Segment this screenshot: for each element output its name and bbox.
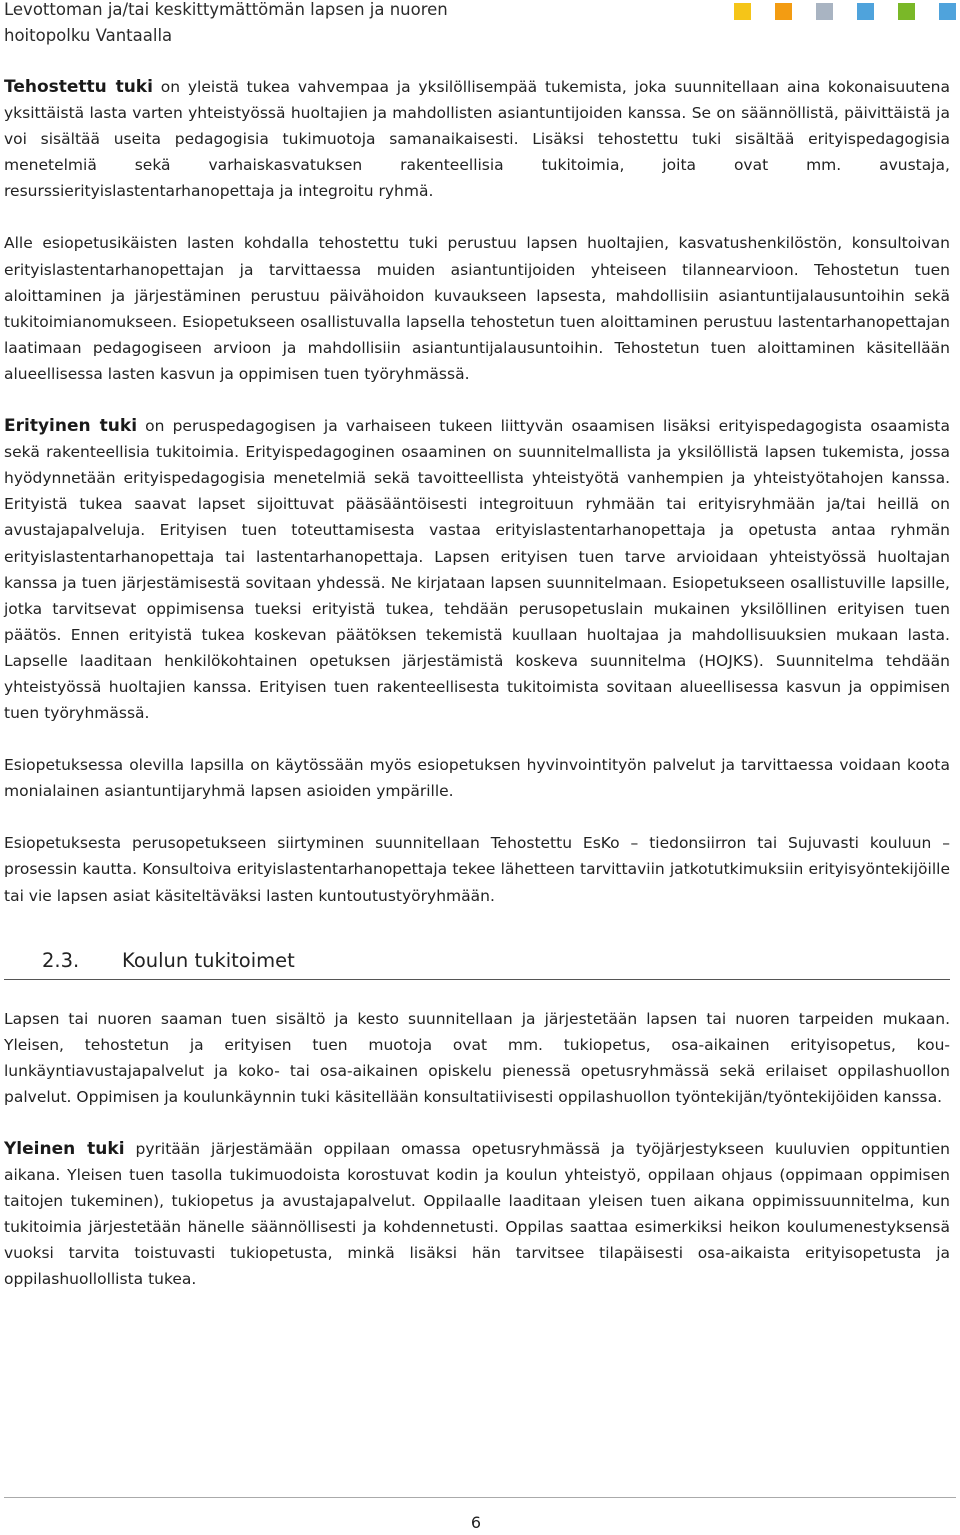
paragraph-tehostettu-tuki bbox=[4, 74, 950, 204]
brand-square bbox=[898, 3, 915, 20]
document-title bbox=[4, 0, 448, 49]
brand-square bbox=[734, 3, 751, 20]
section-heading bbox=[4, 947, 950, 980]
brand-square bbox=[775, 3, 792, 20]
brand-square bbox=[816, 3, 833, 20]
paragraph-yleinen-tuki bbox=[4, 1136, 950, 1293]
paragraph-erityinen-tuki bbox=[4, 413, 950, 726]
page-number bbox=[0, 1513, 960, 1532]
document-title-line2: hoitopolku Vantaalla bbox=[4, 26, 173, 45]
paragraph-text: on peruspedagogisen ja varhaiseen tukeen liittyvän osaamisen lisäksi erityispedagogista osaamista sekä rakenteellisia tukitoimia. Erityispedagoginen osaaminen on suunnitelmallista ja yksilöllistä lapsen tukemista, jossa hyödynnetään erityispedagogisia menetelmiä sekä tavoitteellista yhteistyötä vanhempien ja yhteistyötahojen kanssa. Erityistä tukea saavat lapset sijoittuvat pääsääntöisesti integroituun ryhmään tai erityisryhmään ja/tai heillä on avustajapalveluja. Erityisen tuen toteuttamisesta vastaa erityislastentarhanopettaja ja opetusta antaa ryhmän erityislastentarhanopettaja tai lastentarhanopettaja. Lapsen erityisen tuen tarve arvioidaan yhteistyössä huoltajan kanssa ja tuen järjestämisestä sovitaan yhdessä. Ne kirjataan lapsen suunnitelmaan. Esiopetukseen osallistuville lapsille, jotka tarvitsevat oppimisensa tueksi erityistä tukea, tehdään perusopetuslain mukainen yksilöllinen erityisen tuen päätös. Ennen erityistä tukea koskevan päätöksen tekemistä kuullaan huoltajaa ja mahdollisuuksien mukaan lasta. Lapselle laaditaan henkilökohtainen opetuksen järjestämistä koskeva suunnitelma (HOJKS). Suunnitelma tehdään yhteistyössä huoltajien kanssa. Erityisen tuen rakenteellisesta tukitoimista sovitaan alueellisessa kasvun ja oppimisen tuen työryhmässä. bbox=[4, 417, 951, 723]
paragraph-text: pyritään järjestämään oppilaan omassa opetusryhmässä ja työjärjestykseen kuuluvien oppituntien aikana. Yleisen tuen tasolla tukimuodoista korostuvat kodin ja koulun yhteistyö, oppilaan ohjaus (oppimaan oppimisen taitojen tukeminen), tukiopetus ja avustajapalvelut. Oppilaalle laaditaan yleisen tuen aikana oppimissuunnitelma, kun tukitoimia järjestetään hänelle säännöllisesti ja kohdennetusti. Oppilas saattaa esimerkiksi heikon koulumenestyksensä vuoksi tarvita toistuvasti tukiopetusta, minkä lisäksi hän tarvitsee tilapäisesti osa-aikaista erityisopetusta ja oppilashuollollista tukea. bbox=[4, 1140, 950, 1289]
brand-color-squares bbox=[734, 3, 956, 20]
document-body bbox=[4, 74, 950, 1319]
paragraph-esiopetuksesta: Esiopetuksesta perusopetukseen siirtyminen suunnitellaan Tehostettu EsKo – tiedonsiirron tai Sujuvasti kouluun – prosessin kautta. Konsultoiva erityislastentarhanopettaja tekee lähetteen tarvittaviin jatkotutkimuksiin erityisyöntekijöille tai vie lapsen asiat käsiteltäväksi lasten kuntoutustyöryhmään. bbox=[4, 834, 950, 905]
paragraph-text: on yleistä tukea vahvempaa ja yksilöllisempää tukemista, joka suunnitellaan aina kokonaisuutena yksittäistä lasta varten yhteistyössä huoltajien ja mahdollisten asiantuntijoiden kanssa. Se on säännöllistä, päivittäistä ja voi sisältää useita pedagogisia tukimuotoja samanaikaisesti. Lisäksi tehostettu tuki sisältää erityispedagogisia menetelmiä sekä varhaiskasvatuksen rakenteellisia tukitoimia, joita ovat mm. avustaja, resurssierityislastentarhanopettaja ja integroitu ryhmä. bbox=[4, 78, 951, 201]
paragraph-lapsen-tai-nuoren: Lapsen tai nuoren saaman tuen sisältö ja kesto suunnitellaan ja järjestetään lapsen tai nuoren tarpeiden mukaan. Yleisen, tehostetun ja erityisen tuen muotoja ovat mm. tukiopetus, osa-aikainen erityisopetus, koulunkäyntiavustajapalvelut ja koko- tai osa-aikainen opiskelu pienessä opetusryhmässä sekä erilaiset oppilashuollon palvelut. Oppimisen ja koulunkäynnin tuki käsitellään konsultatiivisesti oppilashuollon työntekijän/työntekijöiden kanssa. bbox=[4, 1009, 950, 1106]
term-erityinen-tuki: Erityinen tuki bbox=[4, 416, 138, 437]
page-number-text: 6 bbox=[470, 1513, 482, 1532]
brand-square bbox=[939, 3, 956, 20]
paragraph-alle-esiopetusikaisten: Alle esiopetusikäisten lasten kohdalla tehostettu tuki perustuu lapsen huoltajien, kasvatushenkilöstön, konsultoivan erityislastentarhanopettajan ja tarvittaessa muiden asiantuntijoiden yhteiseen tilannearvioon. Tehostetun tuen aloittaminen ja järjestäminen perustuu päivähoidon kuvaukseen lapsesta, mahdollisiin asiantuntijalausuntoihin sekä tukitoimianomukseen. Esiopetukseen osallistuvalla lapsella tehostetun tuen aloittaminen perustuu lastentarhanopettajan laatimaan pedagogiseen arvioon ja mahdollisiin asiantuntijalausuntoihin. Tehostetun tuen aloittaminen käsitellään alueellisessa lasten kasvun ja oppimisen tuen työryhmässä. bbox=[4, 234, 950, 383]
brand-square bbox=[857, 3, 874, 20]
term-yleinen-tuki: Yleinen tuki bbox=[4, 1139, 125, 1159]
section-number: 2.3. bbox=[42, 948, 80, 972]
page-header bbox=[4, 0, 956, 48]
paragraph-esiopetuksessa: Esiopetuksessa olevilla lapsilla on käytössään myös esiopetuksen hyvinvointityön palvelut ja tarvittaessa voidaan koota monialainen asiantuntijaryhmä lapsen asioiden ympärille. bbox=[4, 756, 950, 801]
document-title-line1: Levottoman ja/tai keskittymättömän lapsen ja nuoren bbox=[4, 0, 448, 19]
section-title: Koulun tukitoimet bbox=[122, 948, 295, 972]
footer-divider bbox=[4, 1497, 956, 1498]
term-tehostettu-tuki: Tehostettu tuki bbox=[4, 77, 153, 97]
